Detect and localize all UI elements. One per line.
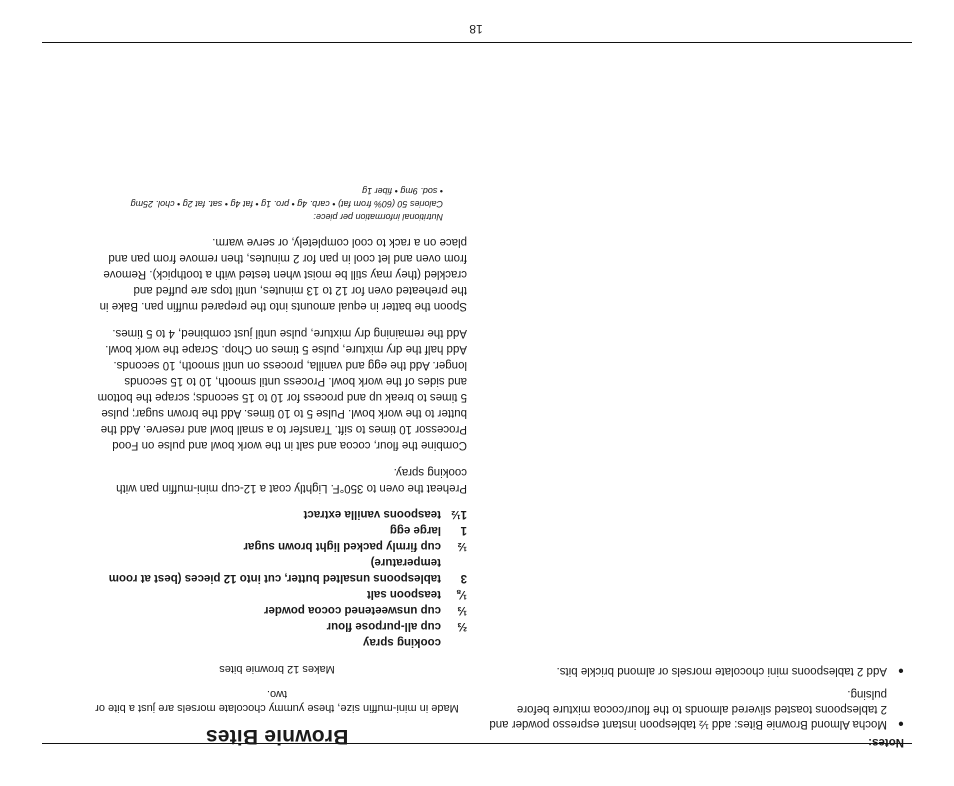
- ingredient-text: tablespoons unsalted butter, cut into 12 pieces (best at room temperature): [108, 556, 441, 584]
- note-text: Mocha Almond Brownie Bites: add ½ tablespoon instant espresso powder and 2 tablespoons toasted slivered almonds to the flour/cocoa mixture before pulsing.: [489, 688, 887, 730]
- ingredient-text: teaspoon salt: [366, 588, 441, 600]
- ingredient-row: [87, 618, 467, 634]
- ingredient-text: cup all-purpose flour: [326, 620, 441, 632]
- note-item: [486, 663, 912, 678]
- ingredient-text: cooking spray: [363, 636, 441, 648]
- ingredient-row: [87, 586, 467, 602]
- ingredient-text: cup unsweetened cocoa powder: [263, 604, 441, 616]
- nutrition-info: [87, 184, 467, 223]
- notes-list: [486, 663, 912, 731]
- recipe-yield: Makes 12 brownie bites: [219, 663, 335, 675]
- notes-title: Notes:: [868, 736, 904, 748]
- recipe-title: Brownie Bites: [205, 725, 349, 748]
- ingredient-text: cup firmly packed light brown sugar: [243, 540, 441, 552]
- recipe-intro: Made in mini-muffin size, these yummy chocolate morsels are just a bite or two.: [95, 688, 459, 714]
- method-step: Combine the flour, cocoa and salt in the work bowl and pulse on Food Processor 10 times to sift. Transfer to a small bowl and reserve. Add the butter to the work bowl. Pulse 5 to 10 times. Add the brown sugar; pulse 5 times to break up and process for 10 to 15 seconds; scrape the bottom and sides of the work bowl. Process until smooth, 10 to 15 seconds longer. Add the egg and vanilla, process on until smooth, 10 seconds. Add half the dry mixture, pulse 5 times on Chop. Scrape the work bowl. Add the remaining dry mixture, pulse until just combined, 4 to 5 times.: [97, 327, 467, 451]
- nutrition-values: Calories 50 (60% from fat) • carb. 4g • pro. 1g • fat 4g • sat. fat 2g • chol. 25mg • sod. 9mg • fiber 1g: [130, 186, 443, 209]
- ingredient-amount: ⅔: [457, 620, 467, 632]
- ingredient-amount: 1½: [451, 508, 467, 520]
- ingredient-row: [87, 538, 467, 554]
- page-number: 18: [469, 22, 483, 36]
- footer-rule: [42, 42, 912, 43]
- ingredient-amount: 3: [460, 572, 467, 584]
- ingredient-amount: [441, 634, 467, 650]
- ingredient-row: [87, 554, 467, 586]
- nutrition-label: Nutritional information per piece:: [313, 212, 443, 222]
- ingredient-amount: ½: [457, 540, 467, 552]
- ingredient-amount: 1: [460, 524, 467, 536]
- method-step: Preheat the oven to 350°F. Lightly coat a 12-cup mini-muffin pan with cooking spray.: [116, 466, 467, 494]
- ingredient-amount: ⅛: [457, 588, 467, 600]
- ingredient-row: [87, 522, 467, 538]
- ingredient-text: teaspoons vanilla extract: [303, 508, 441, 520]
- notes-column: [486, 655, 912, 748]
- bullet-icon: ●: [897, 718, 904, 729]
- ingredient-row: [87, 602, 467, 618]
- note-text: Add 2 tablespoons mini chocolate morsels or almond brickle bits.: [556, 665, 887, 677]
- ingredient-amount: ⅓: [457, 604, 467, 616]
- ingredient-row: [87, 634, 467, 650]
- recipe-column: [87, 184, 467, 748]
- note-item: [486, 686, 912, 731]
- bullet-icon: ●: [897, 665, 904, 676]
- method-step: Spoon the batter in equal amounts into the prepared muffin pan. Bake in the preheated oven for 12 to 13 minutes, until tops are puffed and crackled (they may still be moist when tested with a toothpick). Remove from oven and let cool in pan for 2 minutes, then remove from pan and place on a rack to cool completely, or serve warm.: [99, 236, 467, 312]
- ingredient-row: [87, 506, 467, 522]
- ingredients-list: [87, 506, 467, 650]
- ingredient-text: large egg: [389, 524, 441, 536]
